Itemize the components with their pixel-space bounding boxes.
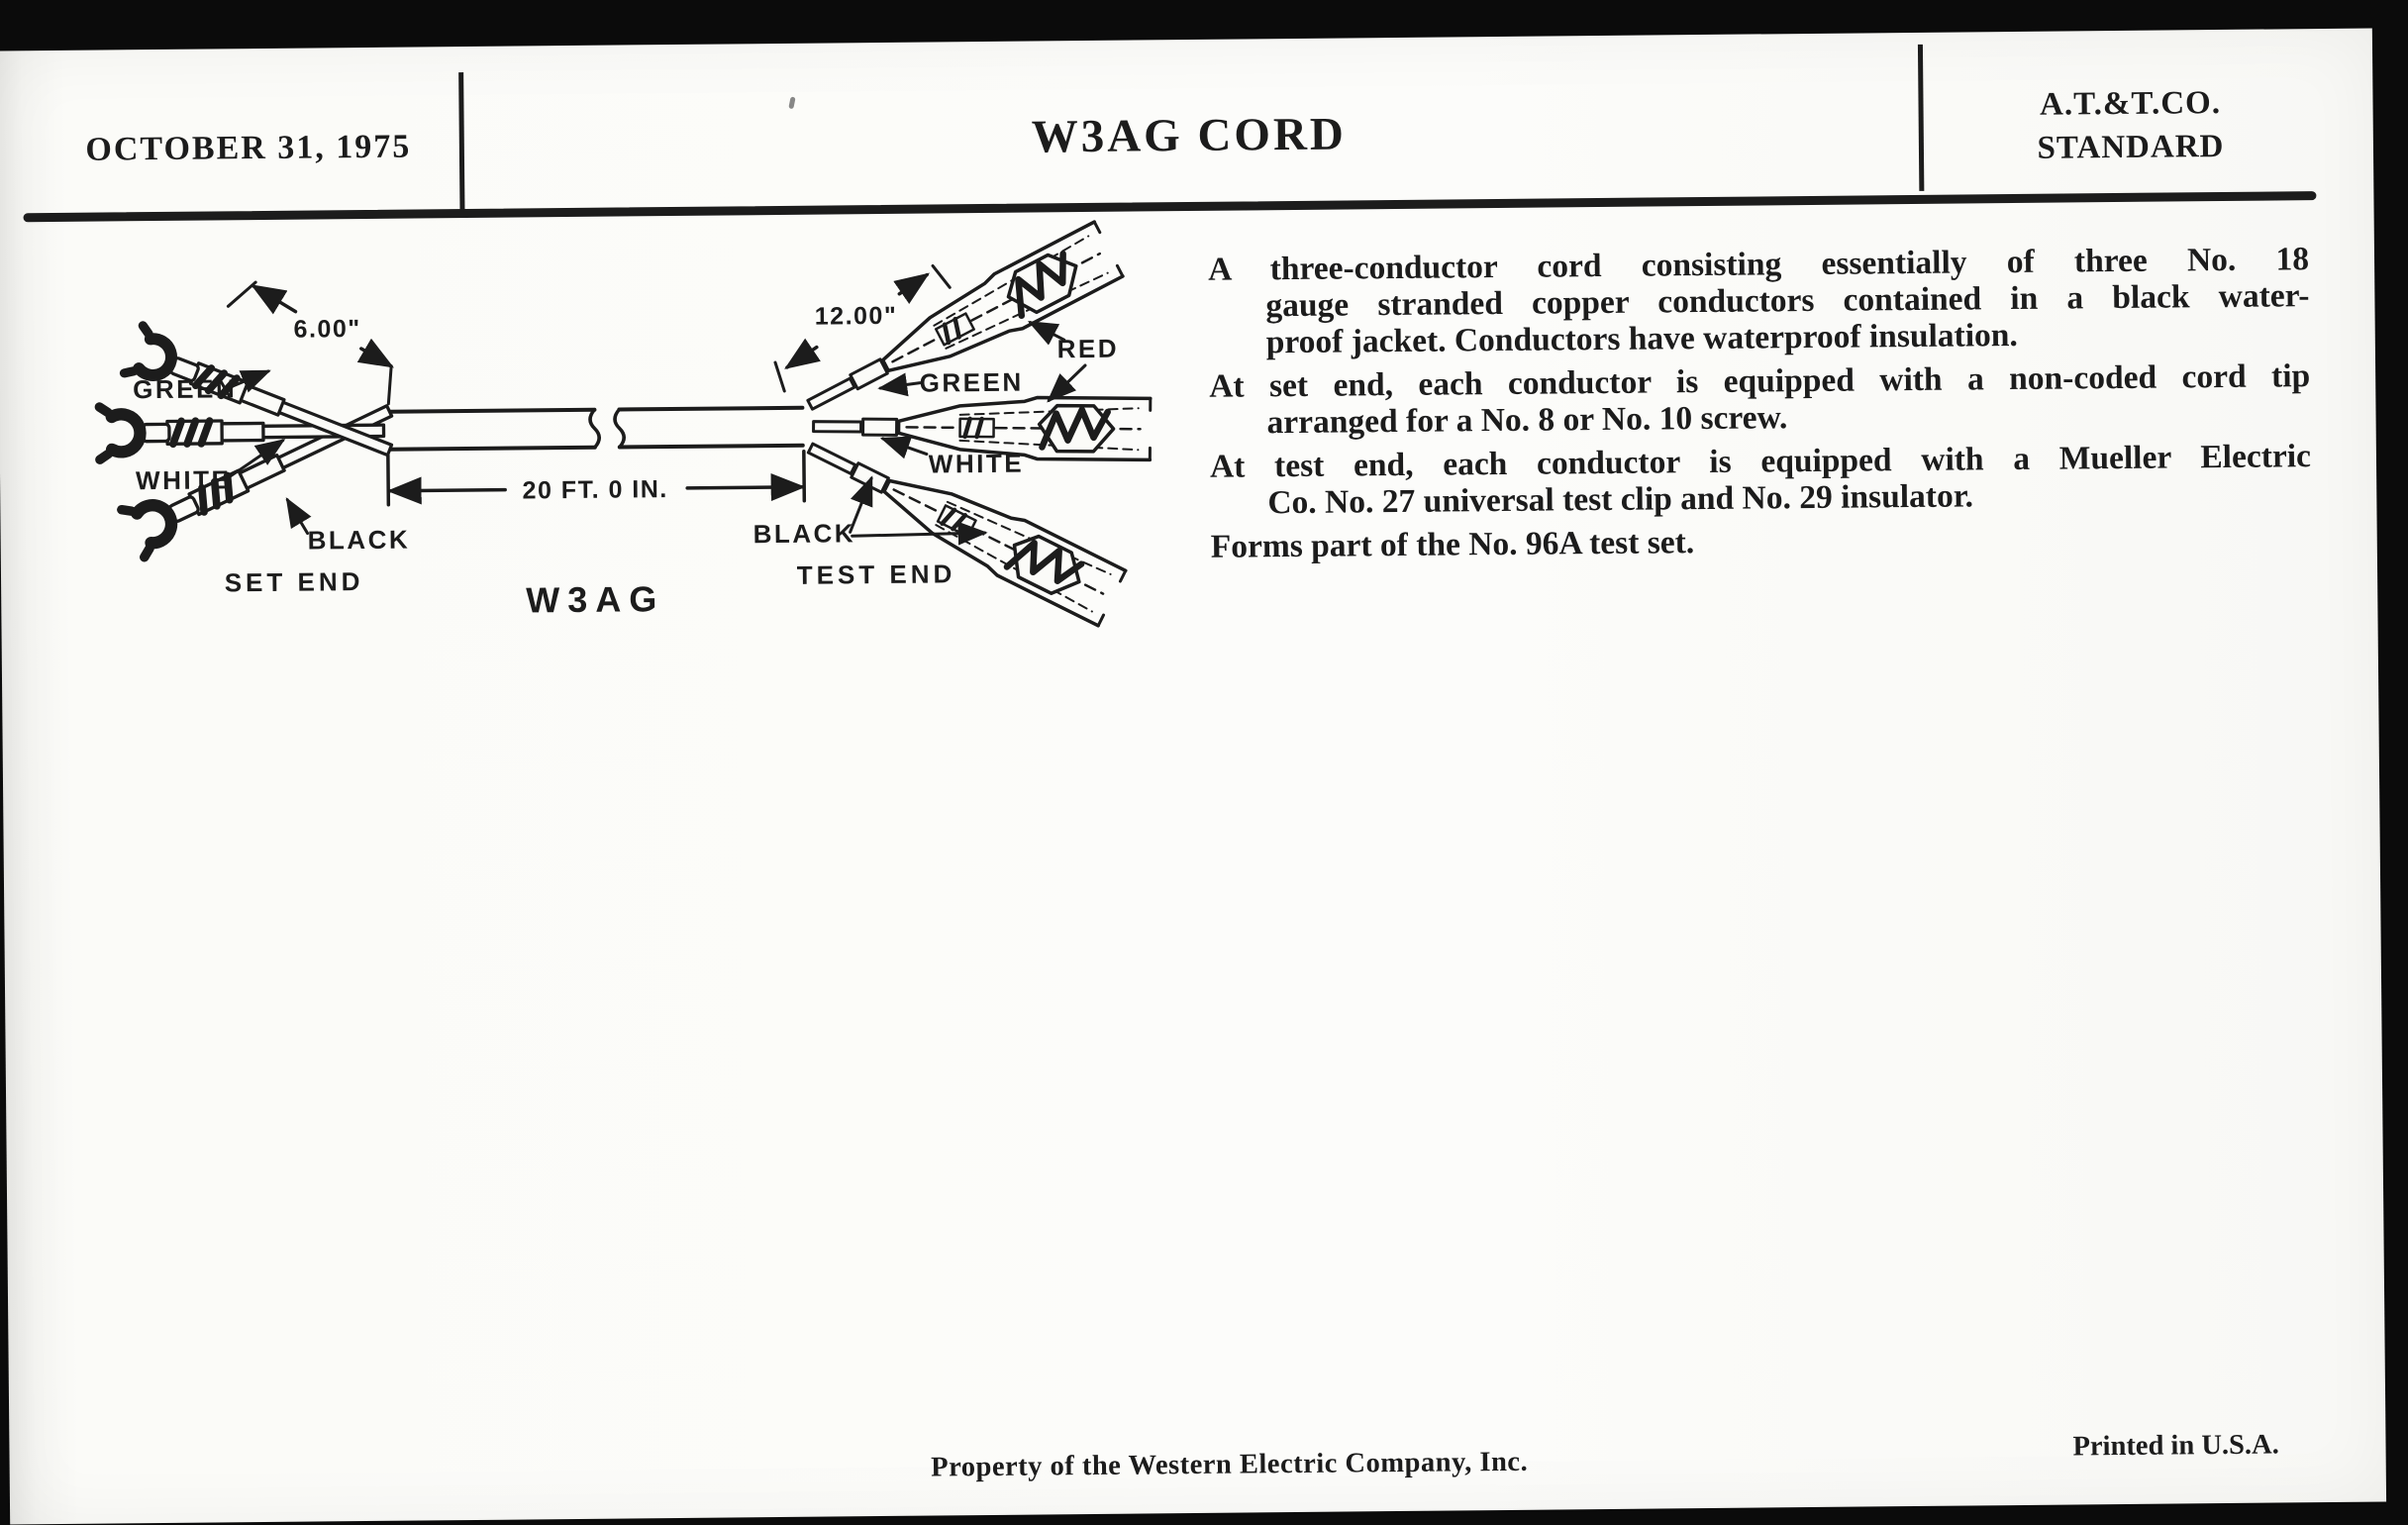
scan-speck <box>788 96 795 109</box>
description-paragraph <box>1209 357 2311 442</box>
dimension-cord-length <box>388 452 804 506</box>
cord-model-label: W3AG <box>526 578 664 620</box>
description-line: Co. No. 27 universal test clip and No. 29 insulator. <box>1210 474 2311 522</box>
organization-line1: A.T.&T.CO. <box>1961 80 2298 127</box>
header-divider-right <box>1918 45 1924 191</box>
description-line: proof jacket. Conductors have waterproof insulation. <box>1209 314 2310 361</box>
red-insulator-label: RED <box>1057 334 1120 364</box>
set-end-green-label: GREEN <box>133 373 237 404</box>
description-line: A three-conductor cord consisting essentially of three No. 18 <box>1208 241 2309 288</box>
red-leader-arrow-lower <box>1049 365 1085 400</box>
green-leader-arrow <box>880 383 920 388</box>
break-mark <box>590 410 599 448</box>
test-end-clip-dimension: 12.00" <box>815 302 898 331</box>
organization-block <box>1961 80 2299 170</box>
test-end-caption: TEST END <box>797 559 956 590</box>
description-line: At test end, each conductor is equipped with a Mueller Electric <box>1210 438 2311 485</box>
break-mark <box>615 409 624 447</box>
description-column <box>1208 241 2312 572</box>
set-end-caption: SET END <box>225 566 364 597</box>
page-title: W3AG CORD <box>459 102 1919 169</box>
description-line: gauge stranded copper conductors contained in a black water- <box>1208 277 2309 325</box>
cord-length-dimension: 20 FT. 0 IN. <box>522 475 667 504</box>
test-end-white-label: WHITE <box>929 449 1025 479</box>
organization-line2: STANDARD <box>1962 124 2299 170</box>
white-leader-arrow <box>883 439 927 455</box>
set-end-black-label: BLACK <box>308 525 411 556</box>
document-page <box>0 29 2386 1525</box>
test-end-black-label: BLACK <box>752 518 855 549</box>
description-line: At set end, each conductor is equipped with a non-coded cord tip <box>1209 357 2310 405</box>
document-date: OCTOBER 31, 1975 <box>58 128 439 169</box>
cord-body <box>375 408 802 450</box>
description-paragraph <box>1210 438 2312 522</box>
set-end-tip-dimension: 6.00" <box>293 315 360 344</box>
set-end-white-label: WHITE <box>136 464 232 495</box>
property-notice: Property of the Western Electric Company, Inc. <box>901 1446 1558 1483</box>
cord-diagram <box>56 188 1170 674</box>
printed-in-notice: Printed in U.S.A. <box>2072 1429 2279 1463</box>
description-paragraph <box>1211 518 2312 565</box>
description-paragraph <box>1208 241 2310 361</box>
black-leader-arrow <box>287 500 307 534</box>
red-leader-arrow-upper <box>1031 322 1064 340</box>
black-leader-arrow-upper <box>850 478 872 532</box>
description-line: Forms part of the No. 96A test set. <box>1211 518 2312 565</box>
test-end-green-label: GREEN <box>920 367 1024 398</box>
description-line: arranged for a No. 8 or No. 10 screw. <box>1209 394 2310 442</box>
